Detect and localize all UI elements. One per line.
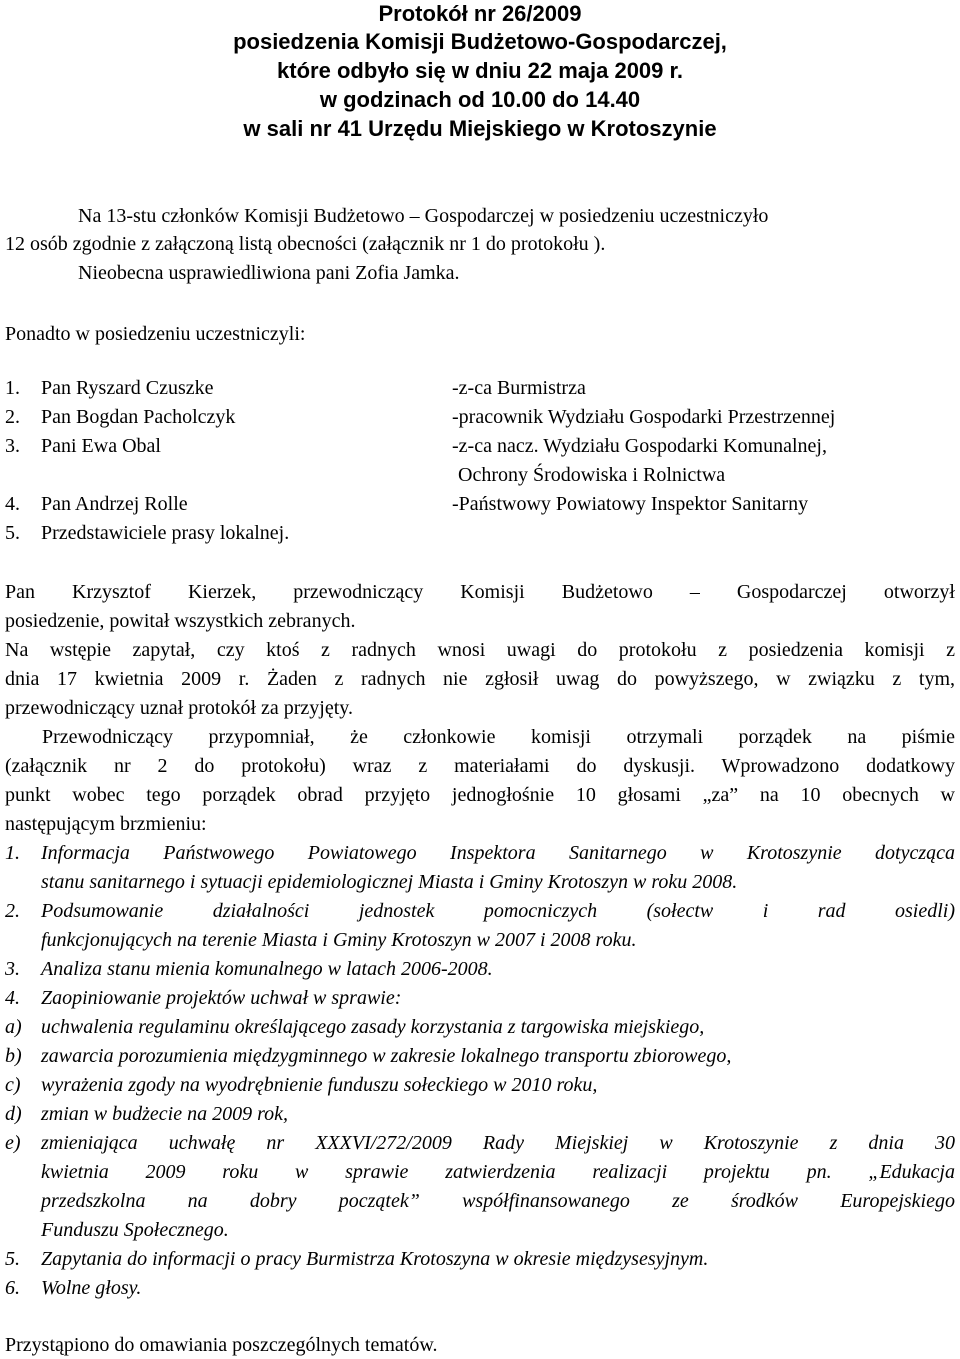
subitem-letter: a) [5, 1016, 22, 1038]
guest-name: Pan Bogdan Pacholczyk [41, 406, 236, 428]
subitem: zmian w budżecie na 2009 rok, [41, 1103, 289, 1125]
protocol-subtitle: posiedzenia Komisji Budżetowo-Gospodarczej, [233, 29, 727, 54]
subitem-continued: przedszkolna na dobry początek” współfinansowanego ze środków Europejskiego [41, 1190, 955, 1212]
guest-number: 2. [5, 406, 20, 428]
guest-name: Pan Ryszard Czuszke [41, 377, 214, 399]
subitem-letter: e) [5, 1132, 21, 1154]
guest-number: 5. [5, 522, 20, 544]
paragraph-opening-line: Pan Krzysztof Kierzek, przewodniczący Komisji Budżetowo – Gospodarczej otworzył [5, 581, 955, 603]
paragraph-agenda-line: następującym brzmieniu: [5, 813, 207, 835]
agenda-number: 2. [5, 900, 20, 922]
agenda-number: 4. [5, 987, 20, 1009]
guest-name: Pani Ewa Obal [41, 435, 161, 457]
guest-number: 3. [5, 435, 20, 457]
paragraph-minutes-line: dnia 17 kwietnia 2009 r. Żaden z radnych nie zgłosił uwag do powyższego, w związku z tym, [5, 668, 955, 690]
subitem-letter: b) [5, 1045, 22, 1067]
subitem-continued: Funduszu Społecznego. [41, 1219, 229, 1241]
paragraph-agenda-line: punkt wobec tego porządek obrad przyjęto jednogłośnie 10 głosami „za” na 10 obecnych w [5, 784, 955, 806]
intro-line-1: Na 13-stu członków Komisji Budżetowo – Gospodarczej w posiedzeniu uczestniczyło [78, 205, 769, 227]
agenda-item: Analiza stanu mienia komunalnego w latach 2006-2008. [41, 958, 493, 980]
protocol-hours: w godzinach od 10.00 do 14.40 [319, 87, 641, 112]
guest-role: -z-ca nacz. Wydziału Gospodarki Komunalnej, [452, 435, 827, 457]
agenda-item: Zapytania do informacji o pracy Burmistrza Krotoszyna w okresie międzysesyjnym. [41, 1248, 709, 1270]
subitem: uchwalenia regulaminu określającego zasady korzystania z targowiska miejskiego, [41, 1016, 705, 1038]
agenda-item: Zaopiniowanie projektów uchwał w sprawie: [41, 987, 402, 1009]
subitem: zmieniająca uchwałę nr XXXVI/272/2009 Rady Miejskiej w Krotoszynie z dnia 30 [41, 1132, 955, 1154]
subitem-continued: kwietnia 2009 roku w sprawie zatwierdzenia realizacji projektu pn. „Edukacja [41, 1161, 955, 1183]
intro-line-2: 12 osób zgodnie z załączoną listą obecności (załącznik nr 1 do protokołu ). [5, 233, 606, 255]
subitem-letter: d) [5, 1103, 22, 1125]
guest-role: -Państwowy Powiatowy Inspektor Sanitarny [452, 493, 809, 515]
agenda-number: 5. [5, 1248, 20, 1270]
closing-line: Przystąpiono do omawiania poszczególnych tematów. [5, 1334, 438, 1356]
guest-name: Przedstawiciele prasy lokalnej. [41, 522, 290, 544]
agenda-item-continued: stanu sanitarnego i sytuacji epidemiologicznej Miasta i Gminy Krotoszyn w roku 2008. [41, 871, 738, 893]
guest-name: Pan Andrzej Rolle [41, 493, 188, 515]
subitem-letter: c) [5, 1074, 21, 1096]
guest-number: 4. [5, 493, 20, 515]
protocol-title: Protokół nr 26/2009 [378, 1, 582, 26]
agenda-number: 6. [5, 1277, 20, 1299]
agenda-item: Informacja Państwowego Powiatowego Inspektora Sanitarnego w Krotoszynie dotycząca [41, 842, 955, 864]
intro-line-3: Nieobecna usprawiedliwiona pani Zofia Jamka. [78, 262, 460, 284]
paragraph-minutes-line: Na wstępie zapytał, czy ktoś z radnych wnosi uwagi do protokołu z posiedzenia komisji z [5, 639, 955, 661]
agenda-item: Podsumowanie działalności jednostek pomocniczych (sołectw i rad osiedli) [41, 900, 955, 922]
subitem: zawarcia porozumienia międzygminnego w zakresie lokalnego transportu zbiorowego, [41, 1045, 732, 1067]
agenda-number: 1. [5, 842, 20, 864]
guest-role: -pracownik Wydziału Gospodarki Przestrzennej [452, 406, 836, 428]
protocol-location: w sali nr 41 Urzędu Miejskiego w Krotoszynie [243, 116, 717, 141]
paragraph-agenda-line: Przewodniczący przypomniał, że członkowie komisji otrzymali porządek na piśmie [42, 726, 955, 748]
paragraph-agenda-line: (załącznik nr 2 do protokołu) wraz z materiałami do dyskusji. Wprowadzono dodatkowy [5, 755, 955, 777]
guest-role-continued: Ochrony Środowiska i Rolnictwa [458, 464, 726, 486]
subitem: wyrażenia zgody na wyodrębnienie funduszu sołeckiego w 2010 roku, [41, 1074, 598, 1096]
protocol-date: które odbyło się w dniu 22 maja 2009 r. [277, 58, 683, 83]
agenda-item: Wolne głosy. [41, 1277, 142, 1299]
agenda-item-continued: funkcjonujących na terenie Miasta i Gminy Krotoszyn w 2007 i 2008 roku. [41, 929, 637, 951]
agenda-number: 3. [5, 958, 20, 980]
guests-heading: Ponadto w posiedzeniu uczestniczyli: [5, 323, 306, 345]
paragraph-minutes-line: przewodniczący uznał protokół za przyjęty. [5, 697, 353, 719]
guest-role: -z-ca Burmistrza [452, 377, 586, 399]
paragraph-opening-line: posiedzenie, powitał wszystkich zebranych. [5, 610, 356, 632]
guest-number: 1. [5, 377, 20, 399]
